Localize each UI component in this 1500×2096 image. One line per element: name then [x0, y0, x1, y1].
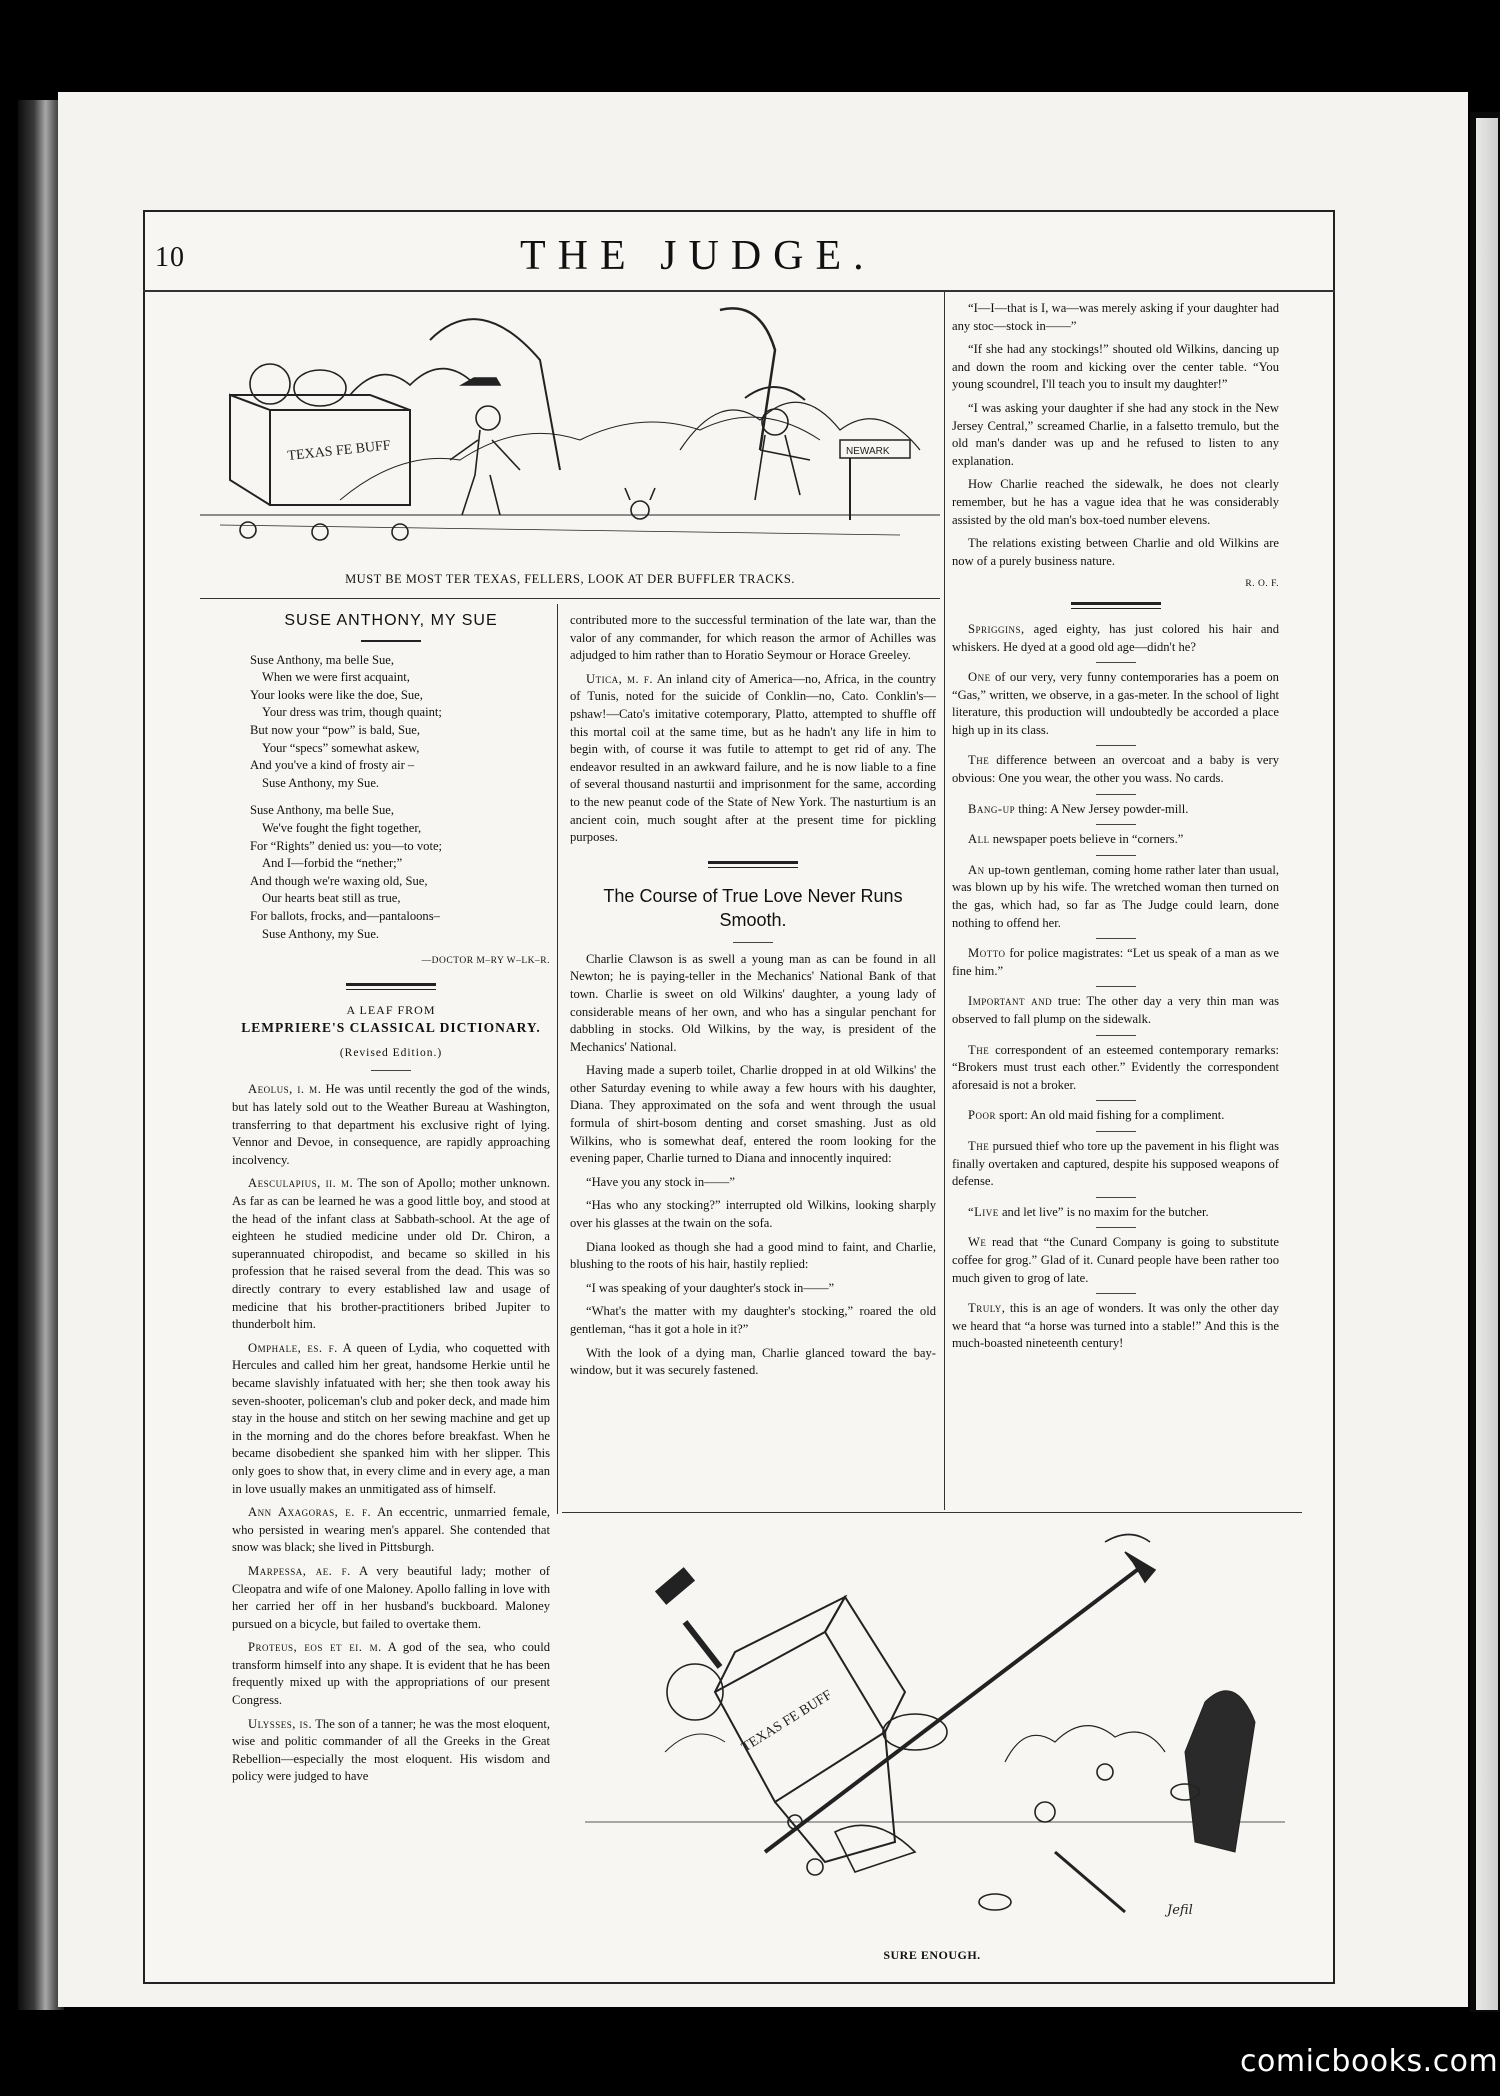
- story-paragraph: “I was speaking of your daughter's stock in——”: [586, 1280, 835, 1295]
- poem-stanza-1: [232, 652, 550, 793]
- paragraph-rule: [1096, 1035, 1136, 1036]
- poem-stanza-2: [232, 802, 550, 943]
- dictionary-entry: [570, 671, 936, 847]
- poem-line: Suse Anthony, ma belle Sue,: [250, 652, 394, 667]
- artist-signature: Jefil: [1167, 1903, 1193, 1918]
- column-divider-1: [557, 604, 558, 1514]
- poem-line: But now your “pow” is bald, Sue,: [250, 722, 420, 737]
- story-paragraph: How Charlie reached the sidewalk, he does not clearly remember, but he has a vague idea that he was considerably assisted by the old man's box-toed number elevens.: [952, 477, 1279, 527]
- paragraph-item: [952, 801, 1279, 819]
- poem-rule: [361, 640, 421, 642]
- paragraph-rule: [1096, 745, 1136, 746]
- paragraph-rule: [1096, 938, 1136, 939]
- column-divider-2: [944, 290, 945, 1510]
- poem-line: Suse Anthony, my Sue.: [262, 775, 380, 790]
- paragraph-text: aged eighty, has just colored his hair and whiskers. He dyed at a good old age—didn't he?: [952, 621, 1280, 654]
- paragraph-rule: [1096, 1197, 1136, 1198]
- paragraph-text: difference between an overcoat and a baby is very obvious: One you wear, the other you wass. No cards.: [952, 753, 1279, 786]
- top-cartoon-caption: MUST BE MOST TER TEXAS, FELLERS, LOOK AT DER BUFFLER TRACKS.: [345, 572, 795, 586]
- paragraph-item: [952, 1204, 1279, 1222]
- caption-rule: [200, 598, 940, 599]
- entry-text: The son of a tanner; he was the most eloquent, wise and politic commander of all the Greeks in the Great Rebellion—especially the most eloquent. His wisdom and policy were judged to have: [232, 1716, 551, 1784]
- dictionary-entry: [232, 1716, 550, 1786]
- dictionary-heading-2: LEMPRIERE'S CLASSICAL DICTIONARY.: [241, 1020, 541, 1036]
- story-paragraph: “Have you any stock in——”: [586, 1174, 735, 1189]
- entry-head: Marpessa, ae. f.: [248, 1563, 351, 1578]
- paragraph-text: this is an age of wonders. It was only the other day we heard that “a horse was turned into a stable!” And this is the much-boasted nineteenth century!: [952, 1301, 1280, 1351]
- paragraph-rule: [1096, 1227, 1136, 1228]
- section-rule: [1071, 602, 1161, 609]
- facing-page-edge: [1476, 118, 1498, 2010]
- paragraph-text: read that “the Cunard Company is going to substitute coffee for grog.” Glad of it. Cunard people have been rather too much given to grog of late.: [952, 1235, 1279, 1285]
- paragraph-head: Bang-up: [968, 801, 1016, 816]
- masthead: THE JUDGE.: [520, 233, 876, 279]
- paragraph-rule: [1096, 662, 1136, 663]
- paragraph-text: thing: A New Jersey powder-mill.: [1018, 801, 1189, 816]
- entry-head: Aesculapius, ii. m.: [248, 1176, 354, 1191]
- entry-text: A queen of Lydia, who coquetted with Hercules and called him her great, handsome Herkie until he became slavishly infatuated with her; she then took away his seven-shooter, policeman's club and poker deck, and made him stay in the house and stitch on her sewing machine and get up in the morning and do the chores before breakfast. When he became disobedient she spanked him with her slipper. This only goes to show that, in every clime and in every age, a man in love usually makes an unmitigated ass of himself.: [232, 1340, 550, 1496]
- dictionary-heading-1: A LEAF FROM: [346, 1002, 436, 1017]
- paragraph-head: The: [968, 1042, 990, 1057]
- poem-title: SUSE ANTHONY, MY SUE: [284, 612, 498, 629]
- poem-line: Our hearts beat still as true,: [262, 891, 401, 906]
- story-title: The Course of True Love Never Runs Smooth.: [603, 885, 903, 930]
- entry-head: Utica, m. f.: [586, 671, 654, 686]
- entry-head: Aeolus, i. m.: [248, 1082, 322, 1097]
- paragraph-head: Truly,: [968, 1301, 1006, 1316]
- story-paragraph: “I was asking your daughter if she had any stock in the New Jersey Central,” screamed Charlie, in a falsetto tremulo, but the old man's dander was up and he refused to listen to any explanation.: [952, 400, 1279, 468]
- story-paragraph: With the look of a dying man, Charlie glanced toward the bay-window, but it was securely fastened.: [570, 1345, 936, 1378]
- paragraph-head: We: [968, 1235, 987, 1250]
- story-signature: R. O. F.: [1245, 579, 1279, 590]
- paragraph-item: [952, 621, 1279, 656]
- paragraph-text: newspaper poets believe in “corners.”: [992, 832, 1184, 847]
- paragraph-item: [952, 831, 1279, 849]
- dictionary-entry: [232, 1175, 550, 1333]
- column-middle: [570, 612, 936, 1386]
- paragraph-rule: [1096, 824, 1136, 825]
- entry-text: A very beautiful lady; mother of Cleopatra and wife of one Maloney. Apollo falling in love with her carried her off in her husband's buckboard. Maloney pursued on a bicycle, but failed to overtake them.: [232, 1563, 550, 1631]
- paragraph-head: All: [968, 832, 990, 847]
- poem-line: Your looks were like the doe, Sue,: [250, 687, 423, 702]
- entry-text: The son of Apollo; mother unknown. As far as can be learned he was a good little boy, and stood at the head of the infant class at Sabbath-school. At the age of eighteen he studied medicine under old Dr. Chiron, a superannuated chiropodist, and became so skilled in his profession that he raised several from the dead. This was so directly contrary to every established law and usage of medicine that his brother-practitioners bribed Jupiter to thunderbolt him.: [232, 1176, 551, 1332]
- paragraph-item: [952, 1300, 1279, 1353]
- poem-line: We've fought the fight together,: [262, 820, 422, 835]
- paragraph-text: correspondent of an esteemed contemporary remarks: “Brokers must trust each other.” Evidently the correspondent aforesaid is not a broker.: [952, 1042, 1279, 1092]
- top-cartoon-crate-label: TEXAS FE BUFF: [286, 438, 392, 464]
- entry-head: Ulysses, is.: [248, 1716, 313, 1731]
- paragraph-item: [952, 993, 1279, 1028]
- entry-text: He was until recently the god of the winds, but has lately sold out to the Weather Bureau at Washington, transferring to that department his exclusive right of lying. Vennor and Devoe, in consequence, are rapidly approaching incolvency.: [232, 1082, 550, 1167]
- paragraph-head: One: [968, 670, 991, 685]
- paragraph-head: The: [968, 1138, 990, 1153]
- paragraph-head: Poor: [968, 1108, 997, 1123]
- paragraph-text: up-town gentleman, coming home rather later than usual, was blown up by his wife. The wretched woman then turned on the gas, which had, so far as The Judge could learn, done nothing to offend her.: [952, 862, 1279, 930]
- paragraph-rule: [1096, 855, 1136, 856]
- section-rule: [708, 861, 798, 868]
- poem-line: Your dress was trim, though quaint;: [262, 705, 442, 720]
- paragraph-item: [952, 1042, 1279, 1095]
- story-paragraph: “What's the matter with my daughter's stocking,” roared the old gentleman, “has it got a hole in it?”: [570, 1304, 936, 1336]
- story-paragraph: The relations existing between Charlie and old Wilkins are now of a purely business nature.: [952, 536, 1279, 568]
- poem-line: And though we're waxing old, Sue,: [250, 873, 428, 888]
- paragraph-item: [952, 1234, 1279, 1287]
- entry-head: Ann Axagoras, e. f.: [248, 1505, 372, 1520]
- dictionary-edition: (Revised Edition.): [339, 1046, 443, 1059]
- poem-line: For “Rights” denied us: you—to vote;: [250, 838, 443, 853]
- paragraph-text: sport: An old maid fishing for a compliment.: [999, 1108, 1225, 1123]
- paragraph-item: [952, 1138, 1279, 1191]
- poem-line: Suse Anthony, my Sue.: [262, 926, 380, 941]
- section-rule: [346, 983, 436, 990]
- dictionary-entry: [232, 1081, 550, 1169]
- entry-head: Proteus, eos et ei. m.: [248, 1640, 382, 1655]
- dictionary-entry: [232, 1504, 550, 1557]
- edition-rule: [371, 1070, 411, 1071]
- paragraph-head: Motto: [968, 946, 1006, 961]
- dictionary-entry: [232, 1563, 550, 1633]
- column-left: [232, 612, 550, 1792]
- paragraph-item: [952, 945, 1279, 980]
- bottom-cartoon: [585, 1522, 1285, 1920]
- top-cartoon-sign-label: NEWARK: [846, 446, 890, 457]
- paragraph-text: true: The other day a very thin man was observed to fall plump on the sidewalk.: [952, 994, 1279, 1026]
- paragraph-text: for police magistrates: “Let us speak of a man as we fine him.”: [952, 946, 1279, 978]
- watermark: comicbooks.com: [1240, 2044, 1499, 2079]
- paragraph-item: [952, 1107, 1279, 1125]
- story-paragraph: Charlie Clawson is as swell a young man as can be found in all Newton; he is paying-teller in the Mechanics' National Bank of that town. Charlie is sweet on old Wilkins' daughter, a young lady of considerable means of her own, and who has a singular penchant for dabbling in stocks. Old Wilkins, by the way, is president of the Mechanics' National.: [570, 951, 936, 1054]
- paragraph-head: The: [968, 753, 990, 768]
- entry-text: A god of the sea, who could transform himself into any shape. It is evident that he has been frequently mixed up with the appropriations of our present Congress.: [232, 1640, 550, 1708]
- paragraph-head: “Live: [968, 1204, 999, 1219]
- entry-head: Omphale, es. f.: [248, 1340, 338, 1355]
- paragraph-text: of our very, very funny contemporaries has a poem on “Gas,” written, we observe, in a gas-meter. In the school of light literature, this production will undoubtedly be accorded a place high up in its class.: [952, 670, 1279, 737]
- masthead-rule: [143, 290, 1335, 292]
- page-number: 10: [155, 242, 185, 273]
- story-paragraph: “If she had any stockings!” shouted old Wilkins, dancing up and down the room and kicking over the center table. “You young scoundrel, I'll teach you to insult my daughter!”: [952, 342, 1279, 392]
- dictionary-entry: [232, 1340, 550, 1498]
- column-right: [952, 300, 1279, 1359]
- paragraph-head: Spriggins,: [968, 621, 1025, 636]
- poem-line: And you've a kind of frosty air –: [250, 758, 415, 773]
- paragraph-rule: [1096, 1100, 1136, 1101]
- paragraph-text: and let live” is no maxim for the butcher.: [1001, 1204, 1209, 1219]
- poem-line: Your “specs” somewhat askew,: [262, 740, 420, 755]
- dictionary-entry: [232, 1639, 550, 1709]
- story-paragraph: “Has who any stocking?” interrupted old Wilkins, looking sharply over his glasses at the twain on the sofa.: [570, 1198, 936, 1231]
- bottom-cartoon-rule: [562, 1512, 1302, 1513]
- story-paragraph: “I—I—that is I, wa—was merely asking if your daughter had any stoc—stock in——”: [952, 301, 1279, 333]
- top-cartoon: [200, 300, 940, 560]
- bottom-cartoon-caption: SURE ENOUGH.: [883, 1948, 981, 1962]
- poem-line: When we were first acquaint,: [262, 670, 410, 685]
- entry-text: An eccentric, unmarried female, who persisted in wearing men's apparel. She contended that snow was black; she lived in Pittsburgh.: [232, 1505, 550, 1555]
- paragraph-rule: [1096, 986, 1136, 987]
- paragraph-rule: [1096, 794, 1136, 795]
- paragraph-rule: [1096, 1131, 1136, 1132]
- story-paragraph: Diana looked as though she had a good mind to faint, and Charlie, blushing to the roots of his hair, hastily replied:: [570, 1239, 936, 1272]
- paragraph-item: [952, 862, 1279, 932]
- poem-line: And I—forbid the “nether;”: [262, 856, 403, 871]
- entry-text: An inland city of America—no, Africa, in the country of Tunis, noted for the suicide of Conklin—no, Cato. Conklin's—pshaw!—Cato's imitative cotemporary, Platto, attempted to shuffle off this mortal coil at the same time, but as he hadn't any life in him to begin with, of course it was futile to attempt to get rid of any. The endeavor resulted in an awkward failure, and he is now liable to a fine of several thousand nasturtii and imprisonment for the same, according to the new peanut code of the State of New York. The nasturtium is an ancient coin, much sought after at the present time for pickling purposes.: [570, 671, 936, 845]
- paragraph-head: An: [968, 862, 985, 877]
- paragraph-item: [952, 752, 1279, 787]
- paragraph-head: Important and: [968, 994, 1053, 1009]
- paragraph-item: [952, 669, 1279, 739]
- poem-line: Suse Anthony, ma belle Sue,: [250, 803, 394, 818]
- bottom-cartoon-crate-label: TEXAS FE BUFF: [739, 1687, 835, 1756]
- paragraph-rule: [1096, 1293, 1136, 1294]
- poem-signature: —DOCTOR M–RY W–LK–R.: [421, 956, 550, 967]
- poem-line: For ballots, frocks, and—pantaloons–: [250, 908, 440, 923]
- dictionary-continuation: contributed more to the successful termination of the late war, than the valor of any commander, for which reason the armor of Achilles was adjudged to him rather than to Horatio Seymour or Horace Greeley.: [570, 613, 936, 663]
- paragraph-text: pursued thief who tore up the pavement in his flight was finally overtaken and captured, despite his supposed weapons of defense.: [952, 1138, 1279, 1189]
- story-rule: [733, 942, 773, 943]
- story-paragraph: Having made a superb toilet, Charlie dropped in at old Wilkins' the other Saturday evening to while away a few hours with his daughter, Diana. They approximated on the sofa and went through the usual formula of shirt-bosom denting and corset smashing. Just as old Wilkins, who is somewhat deaf, entered the room looking for the evening paper, Charlie turned to Diana and innocently inquired:: [570, 1063, 936, 1166]
